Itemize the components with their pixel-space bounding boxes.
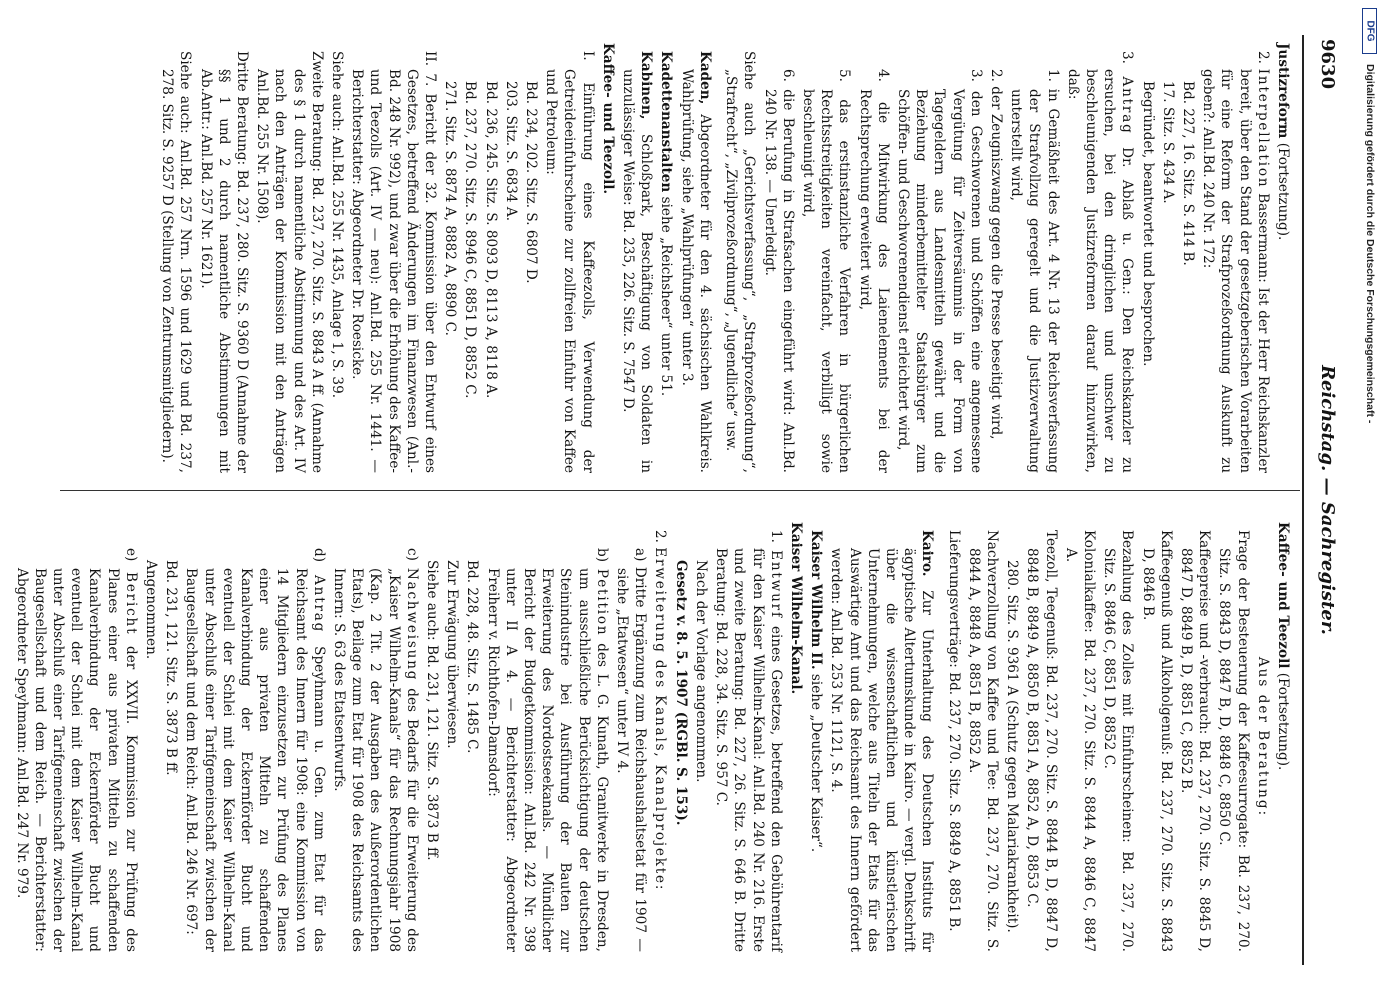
entry-keyword: Kaffee- und Teezoll. xyxy=(599,43,616,195)
entry-text: des L. G. Kunath, Granitwerke in Dresden, um ausschließliche Berücksichtigung der deutschen Steinindustrie bei Ausführung der Bauten zur Erweiterung des Nordostseekanals. — Mündlicher Bericht der Budgetkommission: Anl.Bd. 242 Nr. 398 unter II A 4. — Berichterstatter: Abgeordneter Freiherr v. Richthofen-Damsdorf: xyxy=(484,568,610,953)
register-entry xyxy=(827,522,936,952)
page-number: 9630 xyxy=(1316,39,1338,90)
left-column xyxy=(156,43,1292,473)
dfg-credit: Digitalisierung gefördert durch die Deutsche Forschungsgemeinschaft - xyxy=(1364,64,1376,424)
entry-keyword: Gesetz v. 8. 5. 1907 (RGBl. S. 153). xyxy=(672,560,689,826)
register-entry xyxy=(461,43,479,473)
entry-text: des Bedarfs für die Erweiterung des „Kaiser Wilhelm-Kanals“ für das Rechnungsjahr 1908 (Kap. 2 Tit. 2 der Ausgaben des Außerordentlichen Etats), Beilage zum Etat für 1908 des Reichsamts des Innern: S. 63 des Etatsentwurfs. xyxy=(330,568,420,952)
entry-spaced-term: Bericht xyxy=(122,572,139,636)
entry-text: (Fortsetzung). xyxy=(1274,668,1291,771)
entry-text: d) xyxy=(310,548,327,576)
register-entry xyxy=(481,43,499,473)
register-entry xyxy=(893,43,984,473)
entry-text: 2. der Zeugniszwang gegen die Presse beseitigt wird, xyxy=(987,69,1004,440)
register-entry xyxy=(721,43,757,473)
register-entry xyxy=(521,43,539,473)
register-entry xyxy=(1215,522,1251,952)
register-entry xyxy=(441,43,459,473)
register-entry xyxy=(986,43,1004,473)
register-entry xyxy=(348,43,439,473)
entry-keyword: Kaden, xyxy=(696,51,713,105)
entry-text: Kolonialkaffee: Bd. 237, 270. Sitz. S. 8844 A, 8846 C, 8847 A. xyxy=(1062,530,1097,952)
entry-text: 4. die Mitwirkung des Laienelements bei der Rechtsprechung erweitert wird, xyxy=(856,69,891,473)
entry-spaced-term: Petition xyxy=(593,568,610,637)
entry-spaced-term: Entwurf xyxy=(767,550,784,619)
entry-text: 3. den Geschworenen und Schöffen eine angemessene Vergütung für Zeitversäumnis in der Form von Tagegeldern aus Landesmitteln gewährt und die Beziehung minderbemittelter Staatsbürger zum Schöffen- und Geschworenendienst erleichtert wird, xyxy=(894,69,984,473)
entry-text: Speyhmann u. Gen. zum Etat für das Reichsamt des Innern für 1908: eine Kommission von 14 Mitgliedern einzusetzen zur Prüfung des Planes einer aus privaten Mitteln zu schaffenden Kanalverbindung der Eckernförder Bucht und eventuell der Schlei mit dem Kaiser Wilhelm-Kanal unter Abschluß einer Tarifgemeinschaft zwischen der Baugesellschaft und dem Reich: Anl.Bd. 246 Nr. 697: xyxy=(182,568,327,953)
entry-text: II. 7. Bericht der 32. Kommission über den Entwurf eines Gesetzes, betreffend Änderungen im Finanzwesen (Anl.-Bd. 248 Nr. 992), und zwar über die Erhöhung des Kaffee- und Teezolls (Art. IV — neu): Anl.Bd. 255 Nr. 1441. — Berichterstatter: Abgeordneter Dr. Roesicke. xyxy=(348,51,438,473)
entry-gap xyxy=(713,43,719,473)
register-entry xyxy=(141,522,159,952)
entry-text: b) xyxy=(593,548,610,569)
dfg-logo-text: DFG xyxy=(1364,20,1375,42)
register-entry xyxy=(598,43,616,473)
entry-text: Kaffeepreise und -verbrauch: Bd. 237, 270. Sitz. S. 8845 D, 8847 D, 8849 B, D, 8851 C, 8852 B. xyxy=(1177,530,1212,952)
register-entry xyxy=(612,522,648,952)
entry-text: Siehe auch: Bd. 231, 121. Sitz. S. 3873 B ff. xyxy=(423,560,440,861)
register-entry xyxy=(671,522,689,952)
entry-spaced-term: Antrag xyxy=(310,575,327,634)
entry-text: Nach der Vorlage angenommen. xyxy=(692,560,709,783)
register-entry xyxy=(855,43,891,473)
register-entry xyxy=(162,522,180,952)
entry-text: Bd. 236, 245. Sitz. S. 8093 D, 8113 A, 8118 A. xyxy=(482,81,499,399)
entry-text: Begründet, beantwortet und besprochen. xyxy=(1139,81,1156,367)
register-entry xyxy=(196,43,251,473)
register-entry xyxy=(1138,43,1156,473)
entry-text: Angenommen. xyxy=(142,560,159,660)
entry-gap xyxy=(936,522,942,952)
entry-text: Dritte Beratung: Bd. 237, 280. Sitz. S. 9360 D (Annahme der §§ 1 und 2 durch namentliche Abstimmungen mit Ab.Antr.: Anl.Bd. 257 Nr. 1621). xyxy=(197,51,250,473)
entry-spaced-term: Interpellation xyxy=(1254,68,1271,189)
register-entry xyxy=(711,522,784,952)
register-entry xyxy=(964,522,1000,952)
entry-text: (Fortsetzung). xyxy=(1274,138,1291,241)
entry-text: Bd. 237, 270. Sitz. S. 8946 C, 8851 D, 8852 C. xyxy=(461,81,478,399)
register-entry xyxy=(1006,43,1061,473)
entry-spaced-term: Antrag xyxy=(1118,76,1135,135)
entry-text: Siehe auch: Anl.Bd. 257 Nrn. 1596 und 1629 und Bd. 237, 278. Sitz. S. 9257 D (Stellung von Zentrumsmitgliedern). xyxy=(158,51,193,473)
register-entry xyxy=(1063,43,1136,473)
entry-text: 6. die Berufung in Strafsachen eingeführt wird: Anl.Bd. 240 Nr. 138. — Unerledigt. xyxy=(761,69,796,473)
entry-spaced-term: Erweiterung des Kanals, Kanalprojekte: xyxy=(652,547,668,892)
entry-text: 271. Sitz. S. 8874 A, 8882 A, 8890 C. xyxy=(441,81,458,336)
register-entry xyxy=(651,522,669,952)
entry-text: Zur Unterhaltung des Deutschen Instituts für ägyptische Altertumskunde in Kairo. — vergl. Denkschrift über die wissenschaftlichen und künstlerischen Unternehmungen, welche aus Titeln der Etats für das Auswärtige Amt und das Reichsamt des Innern gefördert werden: Anl.Bd. 253 Nr. 1121, S. 4. xyxy=(827,548,935,952)
register-entry xyxy=(618,43,654,473)
entry-keyword: Kaiser Wilhelm-Kanal. xyxy=(787,522,804,695)
register-entry xyxy=(798,43,853,473)
register-entry xyxy=(1099,522,1135,952)
entry-text: 280. Sitz. S. 9361 A (Schutz gegen Malariakrankheit). xyxy=(1003,560,1020,933)
entry-text: Teezoll, Teegenuß: Bd. 237, 270. Sitz. S. 8844 B, D, 8847 D, 8848 B, 8849 A, 8850 B, 8851 A, 8852 A, D, 8853 C. xyxy=(1023,530,1059,952)
column-divider xyxy=(60,490,1300,491)
entry-text: Zweite Beratung: Bd. 237, 270. Sitz. S. 8843 A ff. (Annahme des § 1 durch namentliche Abstimmung und des Art. IV nach den Anträgen der Kommission mit den Anträgen Anl.Bd. 255 Nr. 1508). xyxy=(253,51,325,473)
register-entry xyxy=(1023,522,1059,952)
register-entry xyxy=(182,522,328,952)
entry-text: Bd. 227, 16. Sitz. S. 414 B. xyxy=(1179,81,1196,266)
register-entry xyxy=(327,43,345,473)
register-entry xyxy=(691,522,709,952)
dfg-side-stamp xyxy=(1362,8,1378,994)
register-entry xyxy=(657,43,675,473)
entry-keyword: Kairo. xyxy=(918,530,935,577)
entry-text: 3. xyxy=(1118,51,1135,77)
entry-text: e) xyxy=(122,548,139,573)
register-entry xyxy=(443,522,461,952)
entry-text: 1. in Gemäßheit des Art. 4 Nr. 13 der Reichsverfassung der Strafvollzug geregelt und die Justizverwaltung unterstellt wird, xyxy=(1007,69,1061,473)
register-entry xyxy=(1176,522,1212,952)
entry-text: Bd. 228, 48. Sitz. S. 1485 C. xyxy=(463,560,480,754)
dfg-logo xyxy=(1362,8,1377,54)
entry-text: Aus der Beratung: xyxy=(1254,656,1271,818)
register-entry xyxy=(1273,43,1291,473)
entry-text: c) xyxy=(403,548,420,568)
entry-text: 2. xyxy=(1254,51,1271,69)
entry-keyword: Kadettenanstalten xyxy=(658,51,674,193)
entry-text: Nachverzollung von Kaffee und Tee: Bd. 237, 270. Sitz. S. 8844 A, 8848 A, 8851 B, 8852 A. xyxy=(965,530,1000,952)
entry-text: Frage der Besteuerung der Kaffeesurrogate: Bd. 237, 270. Sitz. S. 8843 D, 8847 B, D, 8848 C, 8850 C. xyxy=(1215,530,1251,952)
register-entry xyxy=(483,522,610,952)
entry-keyword: Kaffee- und Teezoll xyxy=(1274,522,1291,669)
entry-text: Schloßpark, Beschäftigung von Soldaten in unzulässiger Weise: Bd. 235, 226. Sitz. S. 7547 D. xyxy=(619,69,654,473)
register-entry xyxy=(1198,43,1271,473)
register-entry xyxy=(786,522,804,952)
entry-text: eines Gesetzes, betreffend den Gebührentarif für den Kaiser Wilhelm-Kanal: Anl.Bd. 240 Nr. 216. Erste und zweite Beratung: Bd. 227, 26. Sitz. S. 646 B. Dritte Beratung: Bd. 228, 34. Sitz. S. 957 C. xyxy=(712,548,784,952)
entry-text: 2. xyxy=(652,530,668,548)
register-entry xyxy=(1253,522,1271,952)
entry-text: 5. das erstinstanzliche Verfahren in bürgerlichen Rechtsstreitigkeiten vereinfacht, verbilligt sowie beschleunigt wird, xyxy=(799,69,852,473)
entry-text: Lieferungsverträge: Bd. 237, 270. Sitz. S. 8849 A, 8851 B. xyxy=(945,530,962,932)
register-entry xyxy=(501,43,519,473)
entry-text: Zur Erwägung überwiesen. xyxy=(443,560,460,749)
entry-keyword: Kaiser Wilhelm II. xyxy=(807,530,824,670)
register-entry xyxy=(1178,43,1196,473)
register-entry xyxy=(1273,522,1291,952)
register-entry xyxy=(1002,522,1020,952)
register-entry xyxy=(12,522,139,952)
register-entry xyxy=(1061,522,1097,952)
register-entry xyxy=(806,522,824,952)
entry-text: 203. Sitz. S. 6834 A. xyxy=(502,81,519,222)
entry-text: a) Dritte Ergänzung zum Reichshaushaltsetat für 1907 — siehe „Etatwesen“ unter IV 4. xyxy=(613,548,648,952)
register-entry xyxy=(158,43,194,473)
entry-text: Bezahlung des Zolles mit Einfuhrscheinen: Bd. 237, 270. Sitz. S. 8846 C, 8851 D, 8852 C. xyxy=(1100,530,1135,952)
entry-spaced-term: Nachweisung xyxy=(403,567,420,682)
entry-text: Siehe auch „Gerichtsverfassung“, „Strafprozeßordnung“, „Strafrecht“, „Zivilprozeßordnung“, „Jugendliche“ usw. xyxy=(722,51,757,473)
entry-text: Bd. 234, 202. Sitz. S. 6807 D. xyxy=(522,81,539,284)
register-entry xyxy=(542,43,597,473)
header-rule xyxy=(1302,35,1304,965)
register-entry xyxy=(760,43,796,473)
entry-text: Siehe auch: Anl.Bd. 255 Nr. 1435, Anlage 1, S. 39. xyxy=(328,51,345,399)
right-column xyxy=(10,522,1292,952)
entry-text: Bd. 231, 121. Sitz. S. 3873 B ff. xyxy=(162,560,179,776)
entry-text: Bassermann: Ist der Herr Reichskanzler bereit, über den Stand der gesetzgeberischen Vorarbeiten für eine Reform der Strafprozeßordnung Auskunft zu geben?: Anl.Bd. 240 Nr. 172: xyxy=(1199,69,1271,473)
entry-text: siehe „Deutscher Kaiser“. xyxy=(807,669,824,853)
entry-text: siehe „Reichsheer“ unter 51. xyxy=(658,192,674,397)
entry-keyword: Kabinen, xyxy=(637,51,654,120)
register-entry xyxy=(1138,522,1174,952)
register-entry xyxy=(422,522,440,952)
entry-text: Dr. Ablaß u. Gen.: Den Reichskanzler zu ersuchen, bei den dringlichen und unschwer zu beschleunigenden Justizreformen darauf hinzuwirken, daß: xyxy=(1064,69,1135,473)
register-entry xyxy=(677,43,713,473)
entry-keyword: Justizreform xyxy=(1274,43,1291,139)
register-entry xyxy=(329,522,420,952)
running-header xyxy=(1308,25,1338,975)
register-entry xyxy=(944,522,962,952)
entry-text: 17. Sitz. S. 434 A. xyxy=(1159,81,1176,204)
entry-text: I. Einführung eines Kaffeezolls, Verwendung der Getreideeinfuhrscheine zur zollfreien Einfuhr von Kaffee und Petroleum: xyxy=(542,51,596,473)
entry-text: Kaffeegenuß und Alkoholgenuß: Bd. 237, 270. Sitz. S. 8843 D, 8846 B. xyxy=(1139,530,1174,952)
register-entry xyxy=(1158,43,1176,473)
register-entry xyxy=(253,43,326,473)
entry-text: 1. xyxy=(767,530,784,551)
register-entry xyxy=(463,522,481,952)
entry-text: Abgeordneter für den 4. sächsischen Wahlkreis. Wahlprüfung, siehe „Wahlprüfungen“ unter 3. xyxy=(678,69,713,473)
rotated-page xyxy=(13,25,1362,975)
running-title: Reichstag. — Sachregister. xyxy=(1316,365,1338,635)
entry-text: der XXVII. Kommission zur Prüfung des Planes einer aus privaten Mitteln zu schaffenden Kanalverbindung der Eckernförder Bucht und eventuell der Schlei mit dem Kaiser Wilhelm-Kanal unter Abschluß einer Tarifgemeinschaft zwischen der Baugesellschaft und dem Reich. — Berichterstatter: Abgeordneter Speyhmann: Anl.Bd. 247 Nr. 979. xyxy=(13,568,139,952)
